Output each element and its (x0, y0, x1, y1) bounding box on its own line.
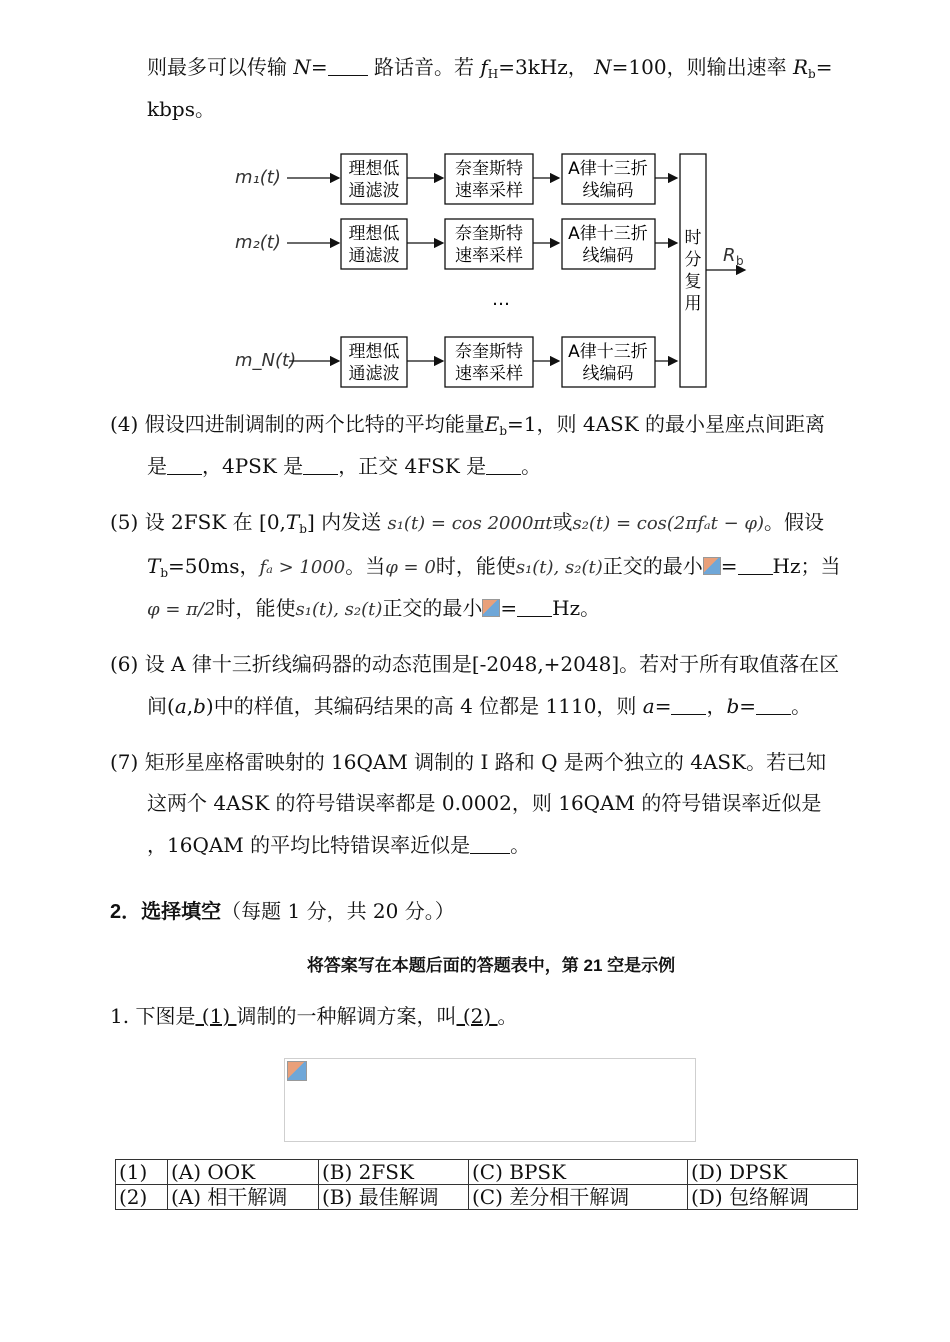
text-segment: ，16QAM 的平均比特错误率近似是 (147, 833, 471, 857)
mux-block (680, 154, 706, 387)
question-number: (7) (110, 750, 139, 774)
mux-label: 分 (684, 250, 702, 270)
text-segment: 。 (521, 454, 542, 478)
ellipsis: … (492, 289, 510, 310)
option-b[interactable]: (B) 2FSK (319, 1160, 469, 1185)
text-segment: 假设四进制调制的两个比特的平均能量 (144, 412, 485, 436)
text-segment: ] 内发送 (306, 510, 382, 534)
var-N: N (594, 55, 612, 79)
answer-blank[interactable] (671, 694, 706, 715)
text-segment: 设 A 律十三折线编码器的动态范围是[-2048,+2048]。若对于所有取值落在区 (144, 652, 840, 676)
section-2-heading (110, 898, 455, 925)
text-segment: =100，则输出速率 (611, 55, 787, 79)
option-d[interactable]: (D) DPSK (688, 1160, 858, 1185)
text-segment: 或 (552, 510, 573, 534)
text-segment: = (739, 694, 757, 718)
output-subscript: b (736, 254, 744, 268)
question-5-line-2 (147, 553, 840, 586)
encoder-label: 线编码 (582, 181, 634, 201)
input-label-mN: m_N(t) (235, 350, 297, 371)
math-s1: s₁(t) = cos 2000πt (387, 513, 553, 534)
instruction-text: 将答案写在本题后面的答题表中，第 21 空是示例 (306, 956, 676, 975)
subscript: b (499, 424, 507, 438)
sampler-label: 奈奎斯特 (455, 159, 523, 179)
text-segment: 。当 (345, 554, 386, 578)
answer-blank[interactable] (167, 454, 202, 475)
text-segment: = (720, 554, 738, 578)
answer-blank[interactable] (738, 554, 773, 575)
math-fa: fₐ > 1000 (259, 557, 346, 578)
text-segment: 这两个 4ASK 的符号错误率都是 0.0002，则 16QAM 的符号错误率近似是 (147, 791, 822, 815)
answer-blank[interactable] (470, 833, 510, 854)
text-segment: Hz。 (552, 596, 601, 620)
text-segment: 则最多可以传输 (147, 55, 287, 79)
text-segment: = (815, 55, 833, 79)
question-7-line-2 (147, 790, 821, 816)
sampler-label: 速率采样 (455, 364, 523, 384)
text-segment: ， (706, 694, 727, 718)
var-f: f (480, 55, 488, 79)
lpf-label: 通滤波 (348, 364, 400, 384)
text-segment: 矩形星座格雷映射的 16QAM 调制的 I 路和 Q 是两个独立的 4ASK。若已知 (144, 750, 827, 774)
text-segment: Hz；当 (772, 554, 841, 578)
var-a: a (642, 694, 655, 718)
lpf-label: 通滤波 (348, 246, 400, 266)
answer-blank[interactable] (517, 596, 552, 617)
var-T: T (285, 510, 300, 534)
option-a[interactable]: (A) OOK (168, 1160, 319, 1185)
text-segment: 。 (497, 1004, 518, 1028)
math-pair: s₁(t), s₂(t) (295, 599, 383, 620)
text-segment: =3kHz， (498, 55, 588, 79)
lpf-label: 理想低 (348, 159, 400, 179)
section-note: （每题 1 分，共 20 分。） (221, 899, 455, 923)
text-segment: 调制的一种解调方案，叫 (236, 1004, 457, 1028)
sampler-label: 速率采样 (455, 246, 523, 266)
top-line-1 (147, 54, 832, 87)
text-segment: 正交的最小 (602, 554, 703, 578)
mux-label: 用 (684, 294, 702, 314)
math-phi: φ = 0 (385, 557, 436, 578)
text-segment: =1，则 4ASK 的最小星座点间距离 (507, 412, 826, 436)
question-number: (4) (110, 412, 139, 436)
text-segment: 路话音。若 (373, 55, 474, 79)
encoder-label: A律十三折 (568, 224, 648, 244)
sampler-label: 速率采样 (455, 181, 523, 201)
text-segment: ，4PSK 是 (202, 454, 304, 478)
var-a: a (174, 694, 187, 718)
option-d[interactable]: (D) 包络解调 (688, 1185, 858, 1210)
var-N: N (293, 55, 311, 79)
text-segment: , (186, 694, 194, 718)
question-number: (5) (110, 510, 139, 534)
mux-label: 复 (684, 272, 702, 292)
var-b: b (726, 694, 740, 718)
answer-blank[interactable] (328, 55, 368, 76)
mux-label: 时 (684, 228, 702, 248)
question-6-line-1 (110, 651, 839, 677)
input-label-m2: m₂(t) (235, 232, 281, 253)
lpf-label: 理想低 (348, 224, 400, 244)
section-instruction (0, 953, 950, 979)
text-segment: 。假设 (764, 510, 825, 534)
option-c[interactable]: (C) 差分相干解调 (469, 1185, 688, 1210)
text-segment: 时，能使 (435, 554, 516, 578)
answer-blank[interactable] (486, 454, 521, 475)
question-4-line-1 (110, 411, 825, 444)
question-4-line-2 (147, 453, 541, 479)
table-row (116, 1160, 858, 1185)
text-segment: ，正交 4FSK 是 (338, 454, 487, 478)
text-segment: 间( (147, 694, 175, 718)
question-number: (6) (110, 652, 139, 676)
math-s2: s₂(t) = cos(2πfₐt − φ) (572, 513, 765, 534)
text-segment: 。 (510, 833, 531, 857)
output-label: R (723, 245, 736, 266)
option-a[interactable]: (A) 相干解调 (168, 1185, 319, 1210)
text-segment: 1. 下图是 (110, 1004, 196, 1028)
broken-image-icon (482, 599, 500, 617)
question-7-line-3 (147, 832, 530, 858)
answer-blank[interactable] (756, 694, 791, 715)
top-line-2 (147, 96, 215, 122)
input-label-m1: m₁(t) (235, 167, 281, 188)
broken-image-icon (703, 557, 721, 575)
var-R: R (792, 55, 809, 79)
sampler-label: 奈奎斯特 (455, 342, 523, 362)
option-id: (2) (116, 1185, 168, 1210)
math-pair: s₁(t), s₂(t) (515, 557, 603, 578)
section-title: 2．选择填空 (110, 901, 222, 923)
table-row (116, 1185, 858, 1210)
question-5-line-1 (110, 509, 824, 542)
text-segment: = (310, 55, 328, 79)
text-segment: )中的样值，其编码结果的高 4 位都是 1110，则 (205, 694, 637, 718)
text-segment: 时，能使 (215, 596, 296, 620)
text-segment: = (654, 694, 672, 718)
text-segment: 正交的最小 (382, 596, 483, 620)
text-segment: kbps。 (147, 97, 215, 121)
blank-label-1: (1) (195, 1004, 237, 1028)
sampler-label: 奈奎斯特 (455, 224, 523, 244)
math-phi-pi: φ = π/2 (147, 599, 216, 620)
lpf-label: 理想低 (348, 342, 400, 362)
var-E: E (484, 412, 500, 436)
blank-label-2: (2) (456, 1004, 498, 1028)
encoder-label: 线编码 (582, 364, 634, 384)
subscript: b (808, 67, 816, 81)
encoder-label: A律十三折 (568, 159, 648, 179)
text-segment: = (500, 596, 518, 620)
choice-question-1 (110, 1003, 518, 1029)
text-segment: 是 (147, 454, 167, 478)
subscript: b (160, 566, 169, 580)
question-7-line-1 (110, 749, 826, 775)
broken-image-icon (287, 1061, 307, 1081)
encoder-label: A律十三折 (568, 342, 648, 362)
subscript: b (299, 522, 307, 536)
encoder-label: 线编码 (582, 246, 634, 266)
option-b[interactable]: (B) 最佳解调 (319, 1185, 469, 1210)
text-segment: =50ms， (168, 554, 260, 578)
subscript: H (487, 67, 499, 81)
option-c[interactable]: (C) BPSK (469, 1160, 688, 1185)
options-table (115, 1159, 858, 1210)
text-segment: 。 (791, 694, 812, 718)
answer-blank[interactable] (303, 454, 338, 475)
question-5-line-3 (147, 595, 600, 623)
question-6-line-2 (147, 693, 811, 719)
figure-placeholder (284, 1058, 696, 1142)
option-id: (1) (116, 1160, 168, 1185)
tdm-block-diagram (225, 145, 765, 395)
lpf-label: 通滤波 (348, 181, 400, 201)
var-T: T (147, 554, 161, 578)
var-b: b (193, 694, 206, 718)
text-segment: 设 2FSK 在 [0, (144, 510, 286, 534)
